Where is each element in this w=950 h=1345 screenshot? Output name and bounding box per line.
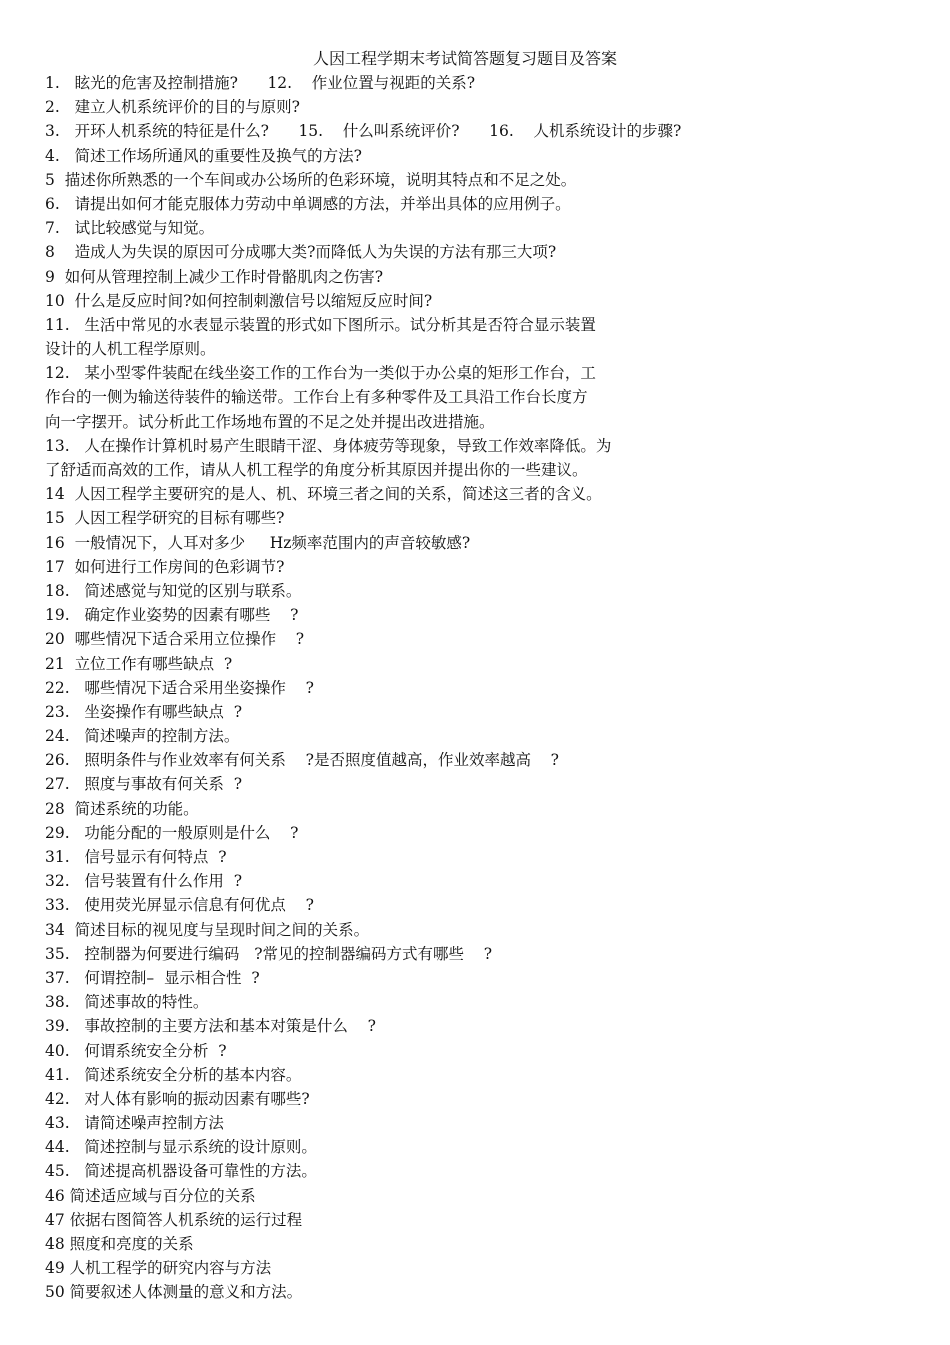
question-line: 7. 试比较感觉与知觉。	[45, 219, 215, 238]
question-line: 14 人因工程学主要研究的是人、机、环境三者之间的关系，简述这三者的含义。	[45, 485, 602, 504]
question-line: 28 简述系统的功能。	[45, 799, 199, 818]
question-line: 12. 某小型零件装配在线坐姿工作的工作台为一类似于办公桌的矩形工作台，工	[45, 364, 596, 383]
question-line: 33. 使用荧光屏显示信息有何优点 ?	[45, 896, 314, 915]
question-line: 8 造成人为失误的原因可分成哪大类?而降低人为失误的方法有那三大项?	[45, 243, 557, 262]
question-line: 10 什么是反应时间?如何控制刺激信号以缩短反应时间?	[45, 291, 433, 310]
question-line: 3. 开环人机系统的特征是什么? 15. 什么叫系统评价? 16. 人机系统设计的步骤?	[45, 122, 682, 141]
question-line: 32. 信号装置有什么作用 ?	[45, 872, 243, 891]
question-line: 设计的人机工程学原则。	[45, 340, 216, 359]
question-line: 38. 简述事故的特性。	[45, 993, 209, 1012]
question-line: 4. 简述工作场所通风的重要性及换气的方法?	[45, 146, 362, 165]
question-line: 19. 确定作业姿势的因素有哪些 ?	[45, 606, 299, 625]
question-line: 1. 眩光的危害及控制措施? 12. 作业位置与视距的关系?	[45, 74, 476, 92]
question-line: 50 简要叙述人体测量的意义和方法。	[45, 1283, 303, 1302]
question-line: 了舒适而高效的工作，请从人机工程学的角度分析其原因并提出你的一些建议。	[45, 461, 588, 479]
question-line: 22. 哪些情况下适合采用坐姿操作 ?	[45, 678, 314, 697]
question-line: 37. 何谓控制– 显示相合性 ?	[45, 968, 260, 987]
question-line: 42. 对人体有影响的振动因素有哪些?	[45, 1089, 310, 1108]
question-line: 40. 何谓系统安全分析 ?	[45, 1041, 227, 1060]
question-line: 5 描述你所熟悉的一个车间或办公场所的色彩环境，说明其特点和不足之处。	[45, 170, 577, 189]
question-line: 2. 建立人机系统评价的目的与原则?	[45, 98, 300, 117]
question-line: 47 依据右图简答人机系统的运行过程	[45, 1210, 303, 1229]
question-list	[45, 71, 925, 1305]
question-line: 48 照度和亮度的关系	[45, 1235, 194, 1253]
question-line: 作台的一侧为输送待装件的输送带。工作台上有多种零件及工具沿工作台长度方	[45, 388, 588, 407]
question-line: 31. 信号显示有何特点 ?	[45, 848, 227, 866]
question-line: 21 立位工作有哪些缺点 ?	[45, 654, 233, 673]
question-line: 20 哪些情况下适合采用立位操作 ?	[45, 630, 305, 649]
document-title: 人因工程学期末考试简答题复习题目及答案	[312, 49, 617, 68]
question-line: 向一字摆开。试分析此工作场地布置的不足之处并提出改进措施。	[45, 412, 495, 431]
question-line: 23. 坐姿操作有哪些缺点 ?	[45, 702, 243, 721]
question-line: 15 人因工程学研究的目标有哪些?	[45, 509, 285, 528]
question-line: 35. 控制器为何要进行编码 ?常见的控制器编码方式有哪些 ?	[45, 944, 493, 963]
question-line: 44. 简述控制与显示系统的设计原则。	[45, 1138, 317, 1157]
question-line: 26. 照明条件与作业效率有何关系 ?是否照度值越高，作业效率越高 ?	[45, 751, 559, 770]
question-line: 34 简述目标的视见度与呈现时间之间的关系。	[45, 920, 370, 939]
question-line: 45. 简述提高机器设备可靠性的方法。	[45, 1162, 317, 1181]
question-line: 16 一般情况下，人耳对多少 Hz频率范围内的声音较敏感?	[45, 533, 471, 552]
question-line: 11. 生活中常见的水表显示装置的形式如下图所示。试分析其是否符合显示装置	[45, 315, 596, 334]
question-line: 41. 简述系统安全分析的基本内容。	[45, 1065, 302, 1084]
question-line: 13. 人在操作计算机时易产生眼睛干涩、身体疲劳等现象，导致工作效率降低。为	[45, 436, 612, 455]
question-line: 49 人机工程学的研究内容与方法	[45, 1259, 272, 1278]
question-line: 6. 请提出如何才能克服体力劳动中单调感的方法，并举出具体的应用例子。	[45, 194, 571, 213]
question-line: 9 如何从管理控制上减少工作时骨骼肌肉之伤害?	[45, 267, 384, 286]
question-line: 24. 简述噪声的控制方法。	[45, 727, 240, 746]
question-line: 17 如何进行工作房间的色彩调节?	[45, 557, 285, 576]
question-line: 18. 简述感觉与知觉的区别与联系。	[45, 581, 302, 600]
question-line: 29. 功能分配的一般原则是什么 ?	[45, 823, 299, 842]
question-line: 43. 请简述噪声控制方法	[45, 1114, 224, 1133]
question-line: 27. 照度与事故有何关系 ?	[45, 775, 243, 794]
question-line: 46 简述适应域与百分位的关系	[45, 1186, 256, 1205]
question-line: 39. 事故控制的主要方法和基本对策是什么 ?	[45, 1017, 376, 1036]
